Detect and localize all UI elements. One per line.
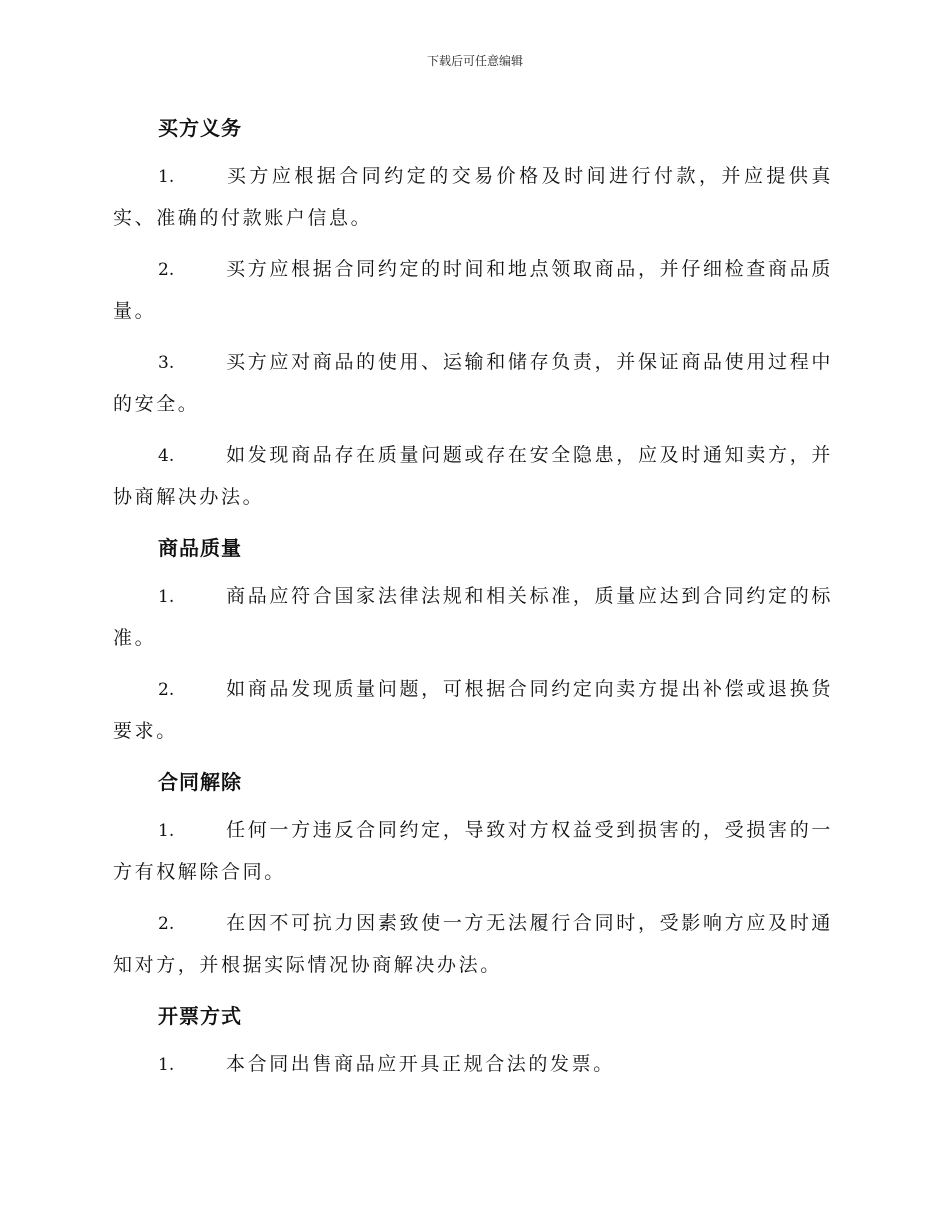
item-number: 3. (158, 353, 175, 373)
section-title: 商品质量 (158, 536, 242, 560)
item-number: 1. (158, 1055, 175, 1075)
list-item (113, 435, 833, 518)
item-text: 任何一方违反合同约定，导致对方权益受到损害的，受损害的一方有权解除合同。 (113, 819, 833, 883)
list-item (113, 576, 833, 659)
list-item (113, 810, 833, 893)
list-item (113, 249, 833, 332)
item-number: 2. (158, 680, 175, 700)
list-item (113, 156, 833, 239)
item-number: 1. (158, 587, 175, 607)
item-number: 1. (158, 167, 175, 187)
item-text: 本合同出售商品应开具正规合法的发票。 (226, 1053, 615, 1075)
section-product-quality (113, 528, 833, 752)
item-text: 买方应根据合同约定的交易价格及时间进行付款，并应提供真实、准确的付款账户信息。 (113, 165, 833, 229)
item-text: 商品应符合国家法律法规和相关标准，质量应达到合同约定的标准。 (113, 585, 833, 649)
document-body (113, 108, 833, 1096)
section-invoicing-method (113, 996, 833, 1086)
section-title: 买方义务 (158, 116, 242, 140)
item-text: 在因不可抗力因素致使一方无法履行合同时，受影响方应及时通知对方，并根据实际情况协商解决办法。 (113, 912, 833, 976)
section-title: 开票方式 (158, 1004, 242, 1028)
item-text: 买方应根据合同约定的时间和地点领取商品，并仔细检查商品质量。 (113, 258, 833, 322)
section-title: 合同解除 (158, 770, 242, 794)
section-contract-termination (113, 762, 833, 986)
page-header: 下载后可任意编辑 (426, 54, 523, 68)
item-text: 如商品发现质量问题，可根据合同约定向卖方提出补偿或退换货要求。 (113, 678, 833, 742)
list-item (113, 1044, 833, 1086)
section-buyer-obligations (113, 108, 833, 518)
item-number: 4. (158, 446, 175, 466)
item-number: 2. (158, 260, 175, 280)
list-item (113, 669, 833, 752)
list-item (113, 342, 833, 425)
item-text: 如发现商品存在质量问题或存在安全隐患，应及时通知卖方，并协商解决办法。 (113, 444, 833, 508)
item-number: 2. (158, 914, 175, 934)
list-item (113, 903, 833, 986)
item-number: 1. (158, 821, 175, 841)
item-text: 买方应对商品的使用、运输和储存负责，并保证商品使用过程中的安全。 (113, 351, 833, 415)
